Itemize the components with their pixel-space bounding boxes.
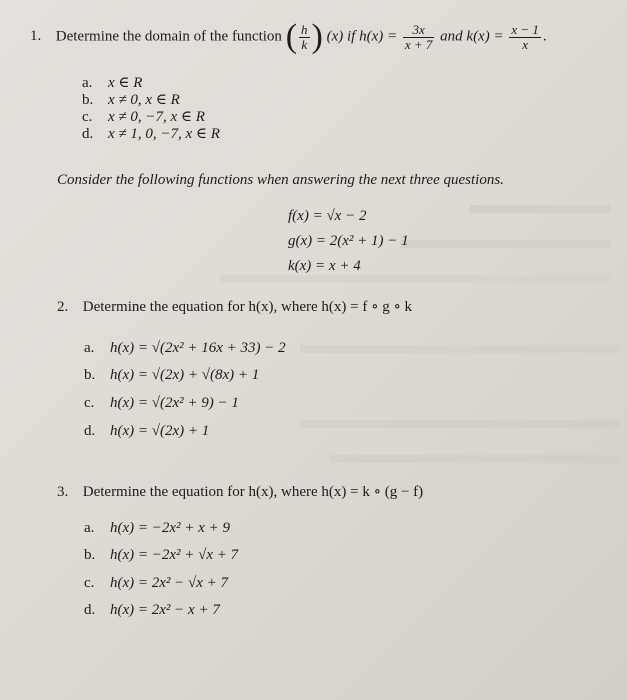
q2-option-c[interactable] xyxy=(84,395,239,412)
option-letter: c. xyxy=(82,109,93,125)
option-letter: d. xyxy=(84,602,96,618)
q2-option-d[interactable] xyxy=(84,423,209,440)
option-letter: a. xyxy=(84,340,95,356)
hk-fraction: $\frac{h}{k}$ xyxy=(301,21,308,52)
bleed-through-mark xyxy=(400,240,610,248)
question-1-h-def: (x) if h(x) = xyxy=(326,28,398,45)
function-k: k(x) = x + 4 xyxy=(288,258,361,274)
q3-option-a[interactable] xyxy=(84,520,230,537)
question-3-text: Determine the equation for h(x), where h(x) = k ∘ (g − f) xyxy=(82,484,424,500)
bleed-through-mark xyxy=(220,275,610,283)
bleed-through-mark xyxy=(300,420,620,428)
intro-text: Consider the following functions when answering the next three questions. xyxy=(57,172,504,188)
option-text: x ∈ R xyxy=(108,75,143,91)
bleed-through-mark xyxy=(300,345,620,353)
option-letter: b. xyxy=(82,92,94,108)
question-3-number: 3. xyxy=(57,484,69,500)
q1-option-d[interactable] xyxy=(82,124,220,143)
option-text: x ≠ 0, x ∈ R xyxy=(108,92,180,108)
option-text: h(x) = √(2x² + 16x + 33) − 2 xyxy=(110,340,286,356)
paren-open: ( xyxy=(285,18,298,55)
question-1 xyxy=(30,20,547,54)
q2-option-b[interactable] xyxy=(84,367,259,384)
q2-option-a[interactable] xyxy=(84,340,286,357)
option-letter: d. xyxy=(82,126,94,142)
option-text: x ≠ 1, 0, −7, x ∈ R xyxy=(108,126,220,142)
option-letter: b. xyxy=(84,547,96,563)
k-fraction: $\frac{x - 1}{x}$ xyxy=(511,21,539,52)
question-3 xyxy=(57,482,423,501)
option-text: h(x) = √(2x² + 9) − 1 xyxy=(110,395,239,411)
option-letter: a. xyxy=(84,520,95,536)
question-1-number: 1. xyxy=(30,28,42,45)
bleed-through-mark xyxy=(470,205,610,213)
q3-option-d[interactable] xyxy=(84,602,220,619)
option-letter: b. xyxy=(84,367,96,383)
function-f: f(x) = √x − 2 xyxy=(288,208,367,224)
q3-option-c[interactable] xyxy=(84,575,228,592)
option-text: h(x) = −2x² + √x + 7 xyxy=(110,547,239,563)
option-letter: d. xyxy=(84,423,96,439)
option-text: h(x) = √(2x) + √(8x) + 1 xyxy=(110,367,260,383)
question-1-period: . xyxy=(542,28,547,45)
option-text: h(x) = √(2x) + 1 xyxy=(110,423,210,439)
function-g: g(x) = 2(x² + 1) − 1 xyxy=(288,233,409,249)
question-2-number: 2. xyxy=(57,299,69,315)
question-2 xyxy=(57,297,412,316)
option-text: h(x) = 2x² − √x + 7 xyxy=(110,575,229,591)
question-2-text: Determine the equation for h(x), where h(x) = f ∘ g ∘ k xyxy=(82,299,413,315)
option-text: h(x) = 2x² − x + 7 xyxy=(110,602,220,618)
q3-option-b[interactable] xyxy=(84,547,238,564)
option-letter: c. xyxy=(84,395,95,411)
bleed-through-mark xyxy=(330,455,620,463)
paren-close: ) xyxy=(311,18,323,55)
option-text: x ≠ 0, −7, x ∈ R xyxy=(108,109,205,125)
question-1-k-def: and k(x) = xyxy=(440,28,504,45)
option-letter: c. xyxy=(84,575,95,591)
option-letter: a. xyxy=(82,75,93,91)
h-fraction: $\frac{3x}{x + 7}$ xyxy=(404,21,433,52)
option-text: h(x) = −2x² + x + 9 xyxy=(110,520,230,536)
question-1-text: Determine the domain of the function xyxy=(55,28,282,45)
